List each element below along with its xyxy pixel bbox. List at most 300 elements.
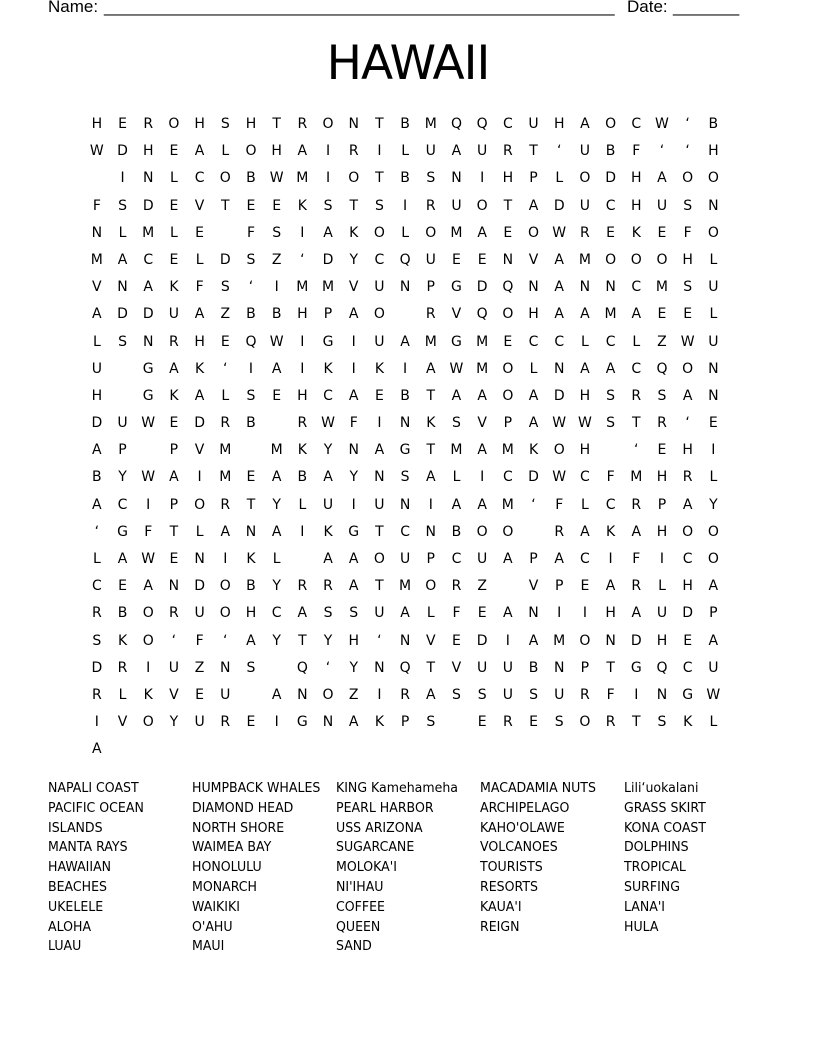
grid-letter[interactable]: U [399, 551, 411, 567]
grid-letter[interactable]: F [606, 469, 615, 486]
grid-letter[interactable]: Y [349, 659, 358, 676]
grid-letter[interactable]: C [682, 551, 693, 567]
grid-letter[interactable]: S [246, 659, 256, 676]
grid-letter[interactable]: Y [169, 714, 179, 731]
grid-letter[interactable]: E [452, 632, 461, 649]
grid-letter[interactable]: B [246, 415, 256, 432]
grid-letter[interactable]: C [91, 578, 102, 595]
grid-letter[interactable]: P [169, 442, 179, 459]
grid-letter[interactable]: V [425, 632, 436, 649]
grid-letter[interactable]: I [505, 632, 510, 649]
grid-letter[interactable]: A [348, 387, 359, 404]
grid-letter[interactable]: O [630, 251, 642, 268]
grid-letter[interactable]: N [117, 279, 128, 296]
grid-letter[interactable]: K [143, 686, 153, 703]
grid-letter[interactable]: W [321, 415, 335, 432]
grid-letter[interactable]: H [682, 578, 693, 595]
grid-letter[interactable]: P [169, 496, 179, 513]
grid-letter[interactable]: A [92, 442, 102, 459]
grid-letter[interactable]: R [117, 659, 128, 676]
grid-letter[interactable]: S [477, 686, 487, 703]
grid-letter[interactable]: O [682, 170, 694, 187]
name-field[interactable]: ______________________________________________________ [104, 0, 615, 16]
grid-letter[interactable]: G [142, 387, 154, 404]
date-field[interactable]: _______ [673, 0, 740, 16]
grid-letter[interactable]: M [578, 251, 591, 268]
grid-letter[interactable]: H [656, 523, 668, 540]
grid-letter[interactable]: U [425, 251, 436, 268]
grid-letter[interactable]: K [683, 714, 693, 731]
grid-letter[interactable] [264, 413, 290, 440]
grid-letter[interactable]: Y [349, 251, 358, 268]
grid-letter[interactable]: U [554, 686, 565, 703]
grid-letter[interactable]: R [220, 714, 231, 731]
grid-letter[interactable]: M [630, 469, 643, 486]
grid-letter[interactable]: C [502, 116, 513, 132]
grid-letter[interactable]: D [219, 251, 231, 268]
grid-letter[interactable]: N [297, 686, 308, 703]
grid-letter[interactable]: T [632, 415, 641, 432]
grid-letter[interactable]: T [375, 523, 384, 540]
grid-letter[interactable]: N [374, 469, 385, 486]
grid-letter[interactable]: L [401, 224, 409, 241]
grid-letter[interactable]: U [579, 197, 591, 214]
grid-letter[interactable]: H [631, 170, 642, 187]
grid-letter[interactable]: A [503, 605, 513, 622]
grid-letter[interactable]: N [502, 251, 514, 268]
grid-letter[interactable]: R [297, 116, 308, 132]
grid-letter[interactable]: D [142, 306, 154, 323]
grid-letter[interactable]: R [297, 415, 308, 432]
grid-letter[interactable]: E [169, 197, 179, 214]
grid-letter[interactable]: V [451, 659, 462, 676]
grid-letter[interactable]: ‘ [377, 632, 382, 649]
grid-letter[interactable]: R [220, 496, 231, 513]
grid-letter[interactable]: K [323, 523, 333, 540]
grid-letter[interactable]: H [194, 116, 205, 132]
grid-letter[interactable]: I [634, 686, 639, 703]
grid-letter[interactable]: O [707, 224, 719, 241]
grid-letter[interactable]: A [605, 578, 616, 595]
grid-letter[interactable]: P [426, 551, 435, 567]
grid-letter[interactable]: N [399, 496, 411, 513]
grid-letter[interactable] [110, 359, 136, 386]
grid-letter[interactable]: L [632, 333, 641, 350]
grid-letter[interactable]: F [555, 496, 564, 513]
grid-letter[interactable]: L [401, 143, 409, 160]
grid-letter[interactable]: M [476, 360, 489, 377]
grid-letter[interactable]: S [606, 387, 616, 404]
grid-letter[interactable]: I [146, 496, 151, 513]
grid-letter[interactable]: A [374, 442, 385, 459]
grid-letter[interactable]: I [120, 170, 125, 187]
grid-letter[interactable]: V [194, 197, 205, 214]
grid-letter[interactable]: R [143, 116, 154, 132]
grid-letter[interactable]: D [476, 632, 488, 649]
grid-letter[interactable]: U [656, 197, 668, 214]
grid-letter[interactable]: S [323, 605, 333, 622]
grid-letter[interactable]: G [451, 279, 462, 296]
grid-letter[interactable]: ‘ [223, 632, 228, 649]
grid-letter[interactable]: I [146, 659, 151, 676]
grid-letter[interactable]: N [656, 686, 668, 703]
grid-letter[interactable]: S [426, 714, 436, 731]
grid-letter[interactable]: P [400, 714, 410, 731]
grid-letter[interactable]: I [403, 197, 408, 214]
grid-letter[interactable]: ‘ [556, 143, 562, 160]
grid-letter[interactable]: M [450, 442, 463, 459]
grid-letter[interactable]: U [168, 306, 180, 323]
grid-letter[interactable]: B [246, 578, 256, 595]
grid-letter[interactable]: T [221, 197, 230, 214]
grid-letter[interactable]: O [682, 360, 694, 377]
grid-letter[interactable]: S [683, 279, 693, 296]
grid-letter[interactable]: I [351, 496, 356, 513]
grid-letter[interactable]: S [426, 170, 436, 187]
grid-letter[interactable]: A [246, 632, 256, 649]
grid-letter[interactable]: R [91, 686, 102, 703]
grid-letter[interactable]: E [580, 578, 590, 595]
grid-letter[interactable]: N [579, 279, 591, 296]
grid-letter[interactable]: U [117, 415, 128, 432]
grid-letter[interactable]: R [400, 686, 410, 703]
grid-letter[interactable]: A [708, 578, 719, 595]
grid-letter[interactable]: L [118, 224, 127, 241]
grid-letter[interactable]: N [553, 659, 565, 676]
grid-letter[interactable]: A [425, 686, 436, 703]
grid-letter[interactable]: U [708, 659, 719, 676]
grid-letter[interactable]: A [477, 224, 487, 241]
grid-letter[interactable]: E [477, 251, 487, 268]
grid-letter[interactable]: ‘ [659, 143, 665, 160]
grid-letter[interactable]: Y [709, 496, 718, 513]
grid-letter[interactable]: B [400, 116, 410, 132]
grid-letter[interactable]: F [632, 551, 641, 567]
grid-letter[interactable]: H [656, 469, 668, 486]
grid-letter[interactable]: B [400, 170, 410, 187]
grid-letter[interactable]: S [554, 714, 564, 731]
grid-letter[interactable]: P [554, 578, 564, 595]
grid-letter[interactable]: G [322, 333, 334, 350]
grid-letter[interactable]: N [708, 387, 719, 404]
grid-letter[interactable] [598, 440, 624, 467]
grid-letter[interactable]: M [399, 578, 412, 595]
grid-letter[interactable]: R [631, 496, 642, 513]
grid-letter[interactable]: F [144, 523, 153, 540]
grid-letter[interactable]: K [169, 279, 179, 296]
grid-letter[interactable]: N [553, 360, 565, 377]
grid-letter[interactable]: N [91, 224, 103, 241]
grid-letter[interactable]: F [632, 143, 641, 160]
grid-letter[interactable]: A [323, 224, 333, 241]
grid-letter[interactable]: G [348, 523, 360, 540]
grid-letter[interactable]: S [606, 415, 616, 432]
grid-letter[interactable]: N [245, 523, 257, 540]
grid-letter[interactable]: L [92, 551, 101, 567]
grid-letter[interactable]: G [451, 333, 462, 350]
grid-letter[interactable]: A [477, 496, 487, 513]
grid-letter[interactable]: D [194, 415, 205, 432]
grid-letter[interactable]: R [631, 387, 642, 404]
grid-letter[interactable]: N [708, 360, 719, 377]
grid-letter[interactable]: E [195, 224, 205, 241]
grid-letter[interactable]: L [658, 578, 666, 595]
grid-letter[interactable]: K [169, 387, 179, 404]
grid-letter[interactable]: T [503, 197, 513, 214]
grid-letter[interactable]: I [94, 714, 99, 731]
grid-letter[interactable]: H [245, 605, 257, 622]
grid-letter[interactable]: U [168, 659, 180, 676]
grid-letter[interactable]: M [296, 170, 309, 187]
grid-letter[interactable]: N [168, 578, 180, 595]
grid-letter[interactable]: M [476, 333, 489, 350]
grid-letter[interactable]: E [477, 605, 487, 622]
grid-letter[interactable]: O [219, 605, 231, 622]
grid-letter[interactable]: V [528, 578, 539, 595]
grid-letter[interactable]: O [707, 523, 719, 540]
grid-letter[interactable]: A [323, 469, 333, 486]
grid-letter[interactable]: U [91, 360, 102, 377]
grid-letter[interactable]: D [630, 632, 642, 649]
grid-letter[interactable]: O [476, 523, 488, 540]
grid-letter[interactable]: E [220, 333, 230, 350]
grid-letter[interactable]: Q [656, 659, 668, 676]
grid-letter[interactable]: A [323, 551, 333, 567]
grid-letter[interactable]: O [579, 632, 591, 649]
grid-letter[interactable]: ‘ [171, 632, 177, 649]
grid-letter[interactable]: I [300, 224, 305, 241]
grid-letter[interactable]: I [582, 605, 587, 622]
grid-letter[interactable]: C [631, 279, 642, 296]
grid-letter[interactable]: A [605, 360, 616, 377]
grid-letter[interactable]: E [657, 442, 667, 459]
grid-letter[interactable]: A [143, 578, 153, 595]
grid-letter[interactable]: F [195, 632, 204, 649]
grid-letter[interactable]: N [322, 714, 334, 731]
grid-letter[interactable]: N [528, 605, 539, 622]
grid-letter[interactable]: O [528, 224, 540, 241]
grid-letter[interactable]: G [296, 714, 308, 731]
grid-letter[interactable]: C [528, 333, 539, 350]
grid-letter[interactable]: A [271, 686, 282, 703]
grid-letter[interactable]: Z [220, 306, 231, 323]
grid-letter[interactable]: U [425, 143, 436, 160]
grid-letter[interactable]: U [322, 496, 334, 513]
grid-letter[interactable]: P [503, 415, 513, 432]
grid-letter[interactable]: A [682, 496, 693, 513]
grid-letter[interactable]: L [555, 170, 564, 187]
grid-letter[interactable]: B [246, 306, 256, 323]
grid-letter[interactable]: C [580, 551, 590, 567]
grid-letter[interactable]: D [476, 279, 488, 296]
grid-letter[interactable]: M [501, 496, 514, 513]
grid-letter[interactable]: C [117, 496, 128, 513]
grid-letter[interactable]: A [631, 306, 642, 323]
grid-letter[interactable]: H [708, 143, 719, 160]
grid-letter[interactable]: L [581, 333, 589, 350]
grid-letter[interactable]: M [90, 251, 103, 268]
grid-letter[interactable]: I [480, 170, 485, 187]
grid-letter[interactable]: E [606, 224, 616, 241]
grid-letter[interactable]: W [141, 551, 156, 567]
grid-letter[interactable]: ‘ [325, 659, 331, 676]
grid-letter[interactable]: Q [476, 116, 488, 132]
grid-letter[interactable] [84, 168, 110, 195]
grid-letter[interactable]: O [476, 197, 488, 214]
grid-letter[interactable]: T [375, 170, 384, 187]
grid-letter[interactable]: O [579, 714, 591, 731]
grid-letter[interactable]: E [169, 143, 179, 160]
grid-letter[interactable]: K [246, 551, 256, 567]
grid-letter[interactable]: E [169, 251, 179, 268]
grid-letter[interactable]: H [682, 251, 693, 268]
grid-letter[interactable]: T [529, 143, 538, 160]
grid-letter[interactable]: D [91, 659, 103, 676]
grid-letter[interactable]: A [631, 523, 642, 540]
grid-letter[interactable]: S [657, 714, 667, 731]
grid-letter[interactable]: C [631, 360, 642, 377]
grid-letter[interactable] [238, 440, 264, 467]
grid-letter[interactable]: H [245, 116, 257, 132]
grid-letter[interactable] [264, 658, 290, 685]
grid-letter[interactable]: I [403, 360, 408, 377]
grid-letter[interactable]: A [348, 578, 359, 595]
grid-letter[interactable]: A [631, 605, 642, 622]
grid-letter[interactable]: R [220, 415, 231, 432]
grid-letter[interactable]: N [451, 170, 462, 187]
grid-letter[interactable]: S [118, 197, 127, 214]
grid-letter[interactable]: H [194, 333, 205, 350]
grid-letter[interactable]: T [375, 116, 384, 132]
grid-letter[interactable]: O [605, 116, 617, 132]
grid-letter[interactable]: A [194, 143, 205, 160]
grid-letter[interactable]: Q [502, 279, 514, 296]
grid-letter[interactable]: B [528, 659, 539, 676]
grid-letter[interactable]: A [580, 523, 590, 540]
grid-letter[interactable]: L [170, 224, 178, 241]
grid-letter[interactable]: D [117, 306, 128, 323]
grid-letter[interactable]: O [348, 170, 360, 187]
grid-letter[interactable]: I [300, 333, 305, 350]
grid-letter[interactable]: C [631, 116, 642, 132]
grid-letter[interactable]: T [426, 659, 436, 676]
grid-letter[interactable]: ‘ [685, 415, 690, 432]
grid-letter[interactable]: A [657, 170, 667, 187]
grid-letter[interactable] [290, 549, 316, 576]
grid-letter[interactable] [495, 576, 521, 603]
grid-letter[interactable]: ‘ [685, 116, 690, 132]
grid-letter[interactable]: A [528, 387, 539, 404]
grid-letter[interactable]: W [552, 224, 567, 241]
grid-letter[interactable]: L [92, 333, 101, 350]
grid-letter[interactable]: Y [272, 632, 281, 649]
grid-letter[interactable]: C [580, 469, 590, 486]
grid-letter[interactable]: Z [271, 251, 282, 268]
grid-letter[interactable]: K [374, 714, 384, 731]
grid-letter[interactable]: K [117, 632, 128, 649]
grid-letter[interactable]: O [682, 523, 694, 540]
grid-letter[interactable]: A [297, 605, 308, 622]
grid-letter[interactable]: A [425, 469, 436, 486]
grid-letter[interactable]: V [528, 251, 539, 268]
grid-letter[interactable]: P [529, 170, 538, 187]
grid-letter[interactable]: R [169, 333, 179, 350]
grid-letter[interactable]: C [605, 333, 616, 350]
grid-letter[interactable]: T [169, 523, 179, 540]
grid-letter[interactable]: G [142, 360, 154, 377]
grid-letter[interactable]: R [605, 714, 616, 731]
grid-letter[interactable]: A [143, 279, 153, 296]
grid-letter[interactable]: E [272, 387, 282, 404]
grid-letter[interactable]: Q [245, 333, 257, 350]
grid-letter[interactable]: I [377, 686, 382, 703]
grid-letter[interactable]: V [169, 686, 179, 703]
grid-letter[interactable]: W [89, 143, 104, 160]
grid-letter[interactable]: ‘ [248, 279, 254, 296]
grid-letter[interactable]: A [528, 197, 539, 214]
grid-letter[interactable]: ‘ [685, 143, 690, 160]
grid-letter[interactable]: E [452, 251, 461, 268]
grid-letter[interactable]: A [297, 143, 308, 160]
grid-letter[interactable]: N [142, 333, 154, 350]
grid-letter[interactable]: B [92, 469, 102, 486]
grid-letter[interactable]: O [219, 578, 231, 595]
grid-letter[interactable]: L [709, 306, 718, 323]
grid-letter[interactable]: L [709, 469, 718, 486]
grid-letter[interactable]: F [606, 686, 615, 703]
grid-letter[interactable]: M [424, 116, 437, 132]
grid-letter[interactable]: D [194, 578, 205, 595]
grid-letter[interactable]: S [349, 605, 359, 622]
grid-letter[interactable]: I [223, 551, 228, 567]
grid-letter[interactable]: A [348, 551, 359, 567]
grid-letter[interactable]: L [709, 714, 718, 731]
grid-letter[interactable]: R [502, 714, 513, 731]
grid-letter[interactable]: A [554, 251, 564, 268]
grid-letter[interactable]: G [399, 442, 411, 459]
grid-letter[interactable]: E [503, 224, 513, 241]
grid-letter[interactable]: V [348, 279, 359, 296]
grid-letter[interactable]: T [375, 578, 384, 595]
grid-letter[interactable]: M [655, 279, 669, 296]
grid-letter[interactable]: L [272, 551, 281, 567]
grid-letter[interactable]: A [528, 632, 539, 649]
grid-letter[interactable]: E [246, 714, 256, 731]
grid-letter[interactable]: A [271, 523, 282, 540]
grid-letter[interactable]: M [501, 442, 514, 459]
grid-letter[interactable]: I [300, 523, 305, 540]
grid-letter[interactable]: K [374, 360, 384, 377]
grid-letter[interactable]: A [348, 714, 359, 731]
grid-letter[interactable]: V [451, 306, 462, 323]
grid-letter[interactable]: E [246, 469, 256, 486]
grid-letter[interactable]: A [400, 605, 410, 622]
grid-letter[interactable]: I [377, 415, 382, 432]
grid-letter[interactable]: A [271, 469, 282, 486]
grid-letter[interactable]: R [554, 523, 565, 540]
grid-letter[interactable]: O [425, 224, 437, 241]
grid-letter[interactable]: M [270, 442, 283, 459]
grid-letter[interactable]: U [374, 496, 385, 513]
grid-letter[interactable]: C [400, 523, 410, 540]
grid-letter[interactable]: A [451, 143, 462, 160]
grid-letter[interactable]: L [195, 251, 204, 268]
grid-letter[interactable]: H [579, 387, 591, 404]
grid-letter[interactable] [444, 712, 470, 739]
grid-letter[interactable]: N [374, 659, 385, 676]
grid-letter[interactable]: N [348, 442, 359, 459]
grid-letter[interactable]: O [322, 686, 334, 703]
